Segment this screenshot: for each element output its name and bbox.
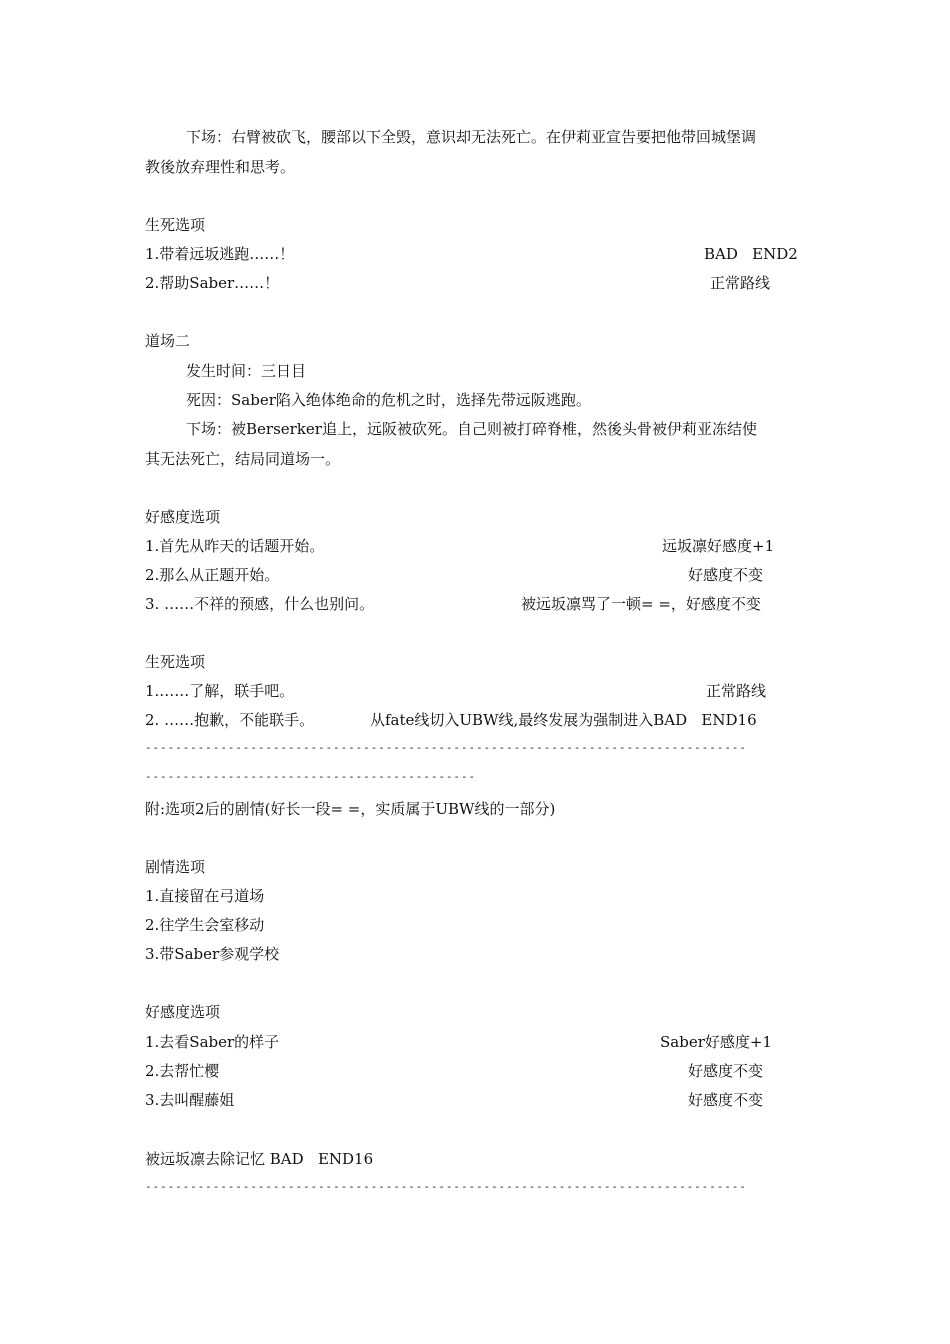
option-text: 2.帮助Saber……！ xyxy=(145,274,280,292)
option-result: 正常路线 xyxy=(710,274,771,292)
dojo-fate-line-2: 其无法死亡，结局同道场一。 xyxy=(145,450,341,468)
option-text: 1.去看Saber的样子 xyxy=(145,1033,280,1051)
option-result: 好感度不变 xyxy=(688,566,764,584)
dojo-cause: 死因：Saber陷入绝体绝命的危机之时，选择先带远阪逃跑。 xyxy=(186,391,591,409)
option-text: 1.带着远坂逃跑……！ xyxy=(145,245,295,263)
divider-line-continued: -------------------------------------------- xyxy=(145,770,476,783)
option-text: 3.去叫醒藤姐 xyxy=(145,1091,235,1109)
option-result: 正常路线 xyxy=(706,682,767,700)
option-result: 好感度不变 xyxy=(688,1062,764,1080)
option-text: 2.去帮忙樱 xyxy=(145,1062,220,1080)
section-title-life-death-2: 生死选项 xyxy=(145,653,206,671)
dojo-time: 发生时间：三日目 xyxy=(186,362,307,380)
section-title-affection-2: 好感度选项 xyxy=(145,1003,221,1021)
story-option: 3.带Saber参观学校 xyxy=(145,945,280,963)
option-result: 远坂凛好感度+1 xyxy=(662,537,775,555)
section-title-story: 剧情选项 xyxy=(145,858,206,876)
dojo-fate-line-1: 下场：被Berserker追上，远阪被砍死。自己则被打碎脊椎，然後头骨被伊莉亚冻结使 xyxy=(186,420,757,438)
option-result: 好感度不变 xyxy=(688,1091,764,1109)
divider-line: -------------------------------------------------------------------------------- xyxy=(145,741,747,754)
appendix-note: 附:选项2后的剧情(好长一段= =，实质属于UBW线的一部分) xyxy=(145,800,556,818)
option-text: 1.……了解，联手吧。 xyxy=(145,682,295,700)
section-title-life-death-1: 生死选项 xyxy=(145,216,206,234)
option-result: Saber好感度+1 xyxy=(660,1033,772,1051)
dojo-title: 道场二 xyxy=(145,332,191,350)
ending-note: 被远坂凛去除记忆 BAD END16 xyxy=(145,1150,374,1168)
section-title-affection-1: 好感度选项 xyxy=(145,508,221,526)
story-option: 1.直接留在弓道场 xyxy=(145,887,265,905)
option-text: 3. ……不祥的预感，什么也别问。 xyxy=(145,595,375,613)
option-text: 2.那么从正题开始。 xyxy=(145,566,280,584)
intro-line-1: 下场：右臂被砍飞，腰部以下全毁，意识却无法死亡。在伊莉亚宣告要把他带回城堡调 xyxy=(186,128,757,146)
intro-line-2: 教後放弃理性和思考。 xyxy=(145,158,296,176)
option-text: 1.首先从昨天的话题开始。 xyxy=(145,537,325,555)
option-result: BAD END2 xyxy=(704,245,798,263)
option-text: 2. ……抱歉，不能联手。 xyxy=(145,711,315,729)
option-result: 被远坂凛骂了一顿= =，好感度不变 xyxy=(521,595,761,613)
divider-line-end: -------------------------------------------------------------------------------- xyxy=(145,1180,747,1193)
story-option: 2.往学生会室移动 xyxy=(145,916,265,934)
option-result: 从fate线切入UBW线,最终发展为强制进入BAD END16 xyxy=(370,711,757,729)
